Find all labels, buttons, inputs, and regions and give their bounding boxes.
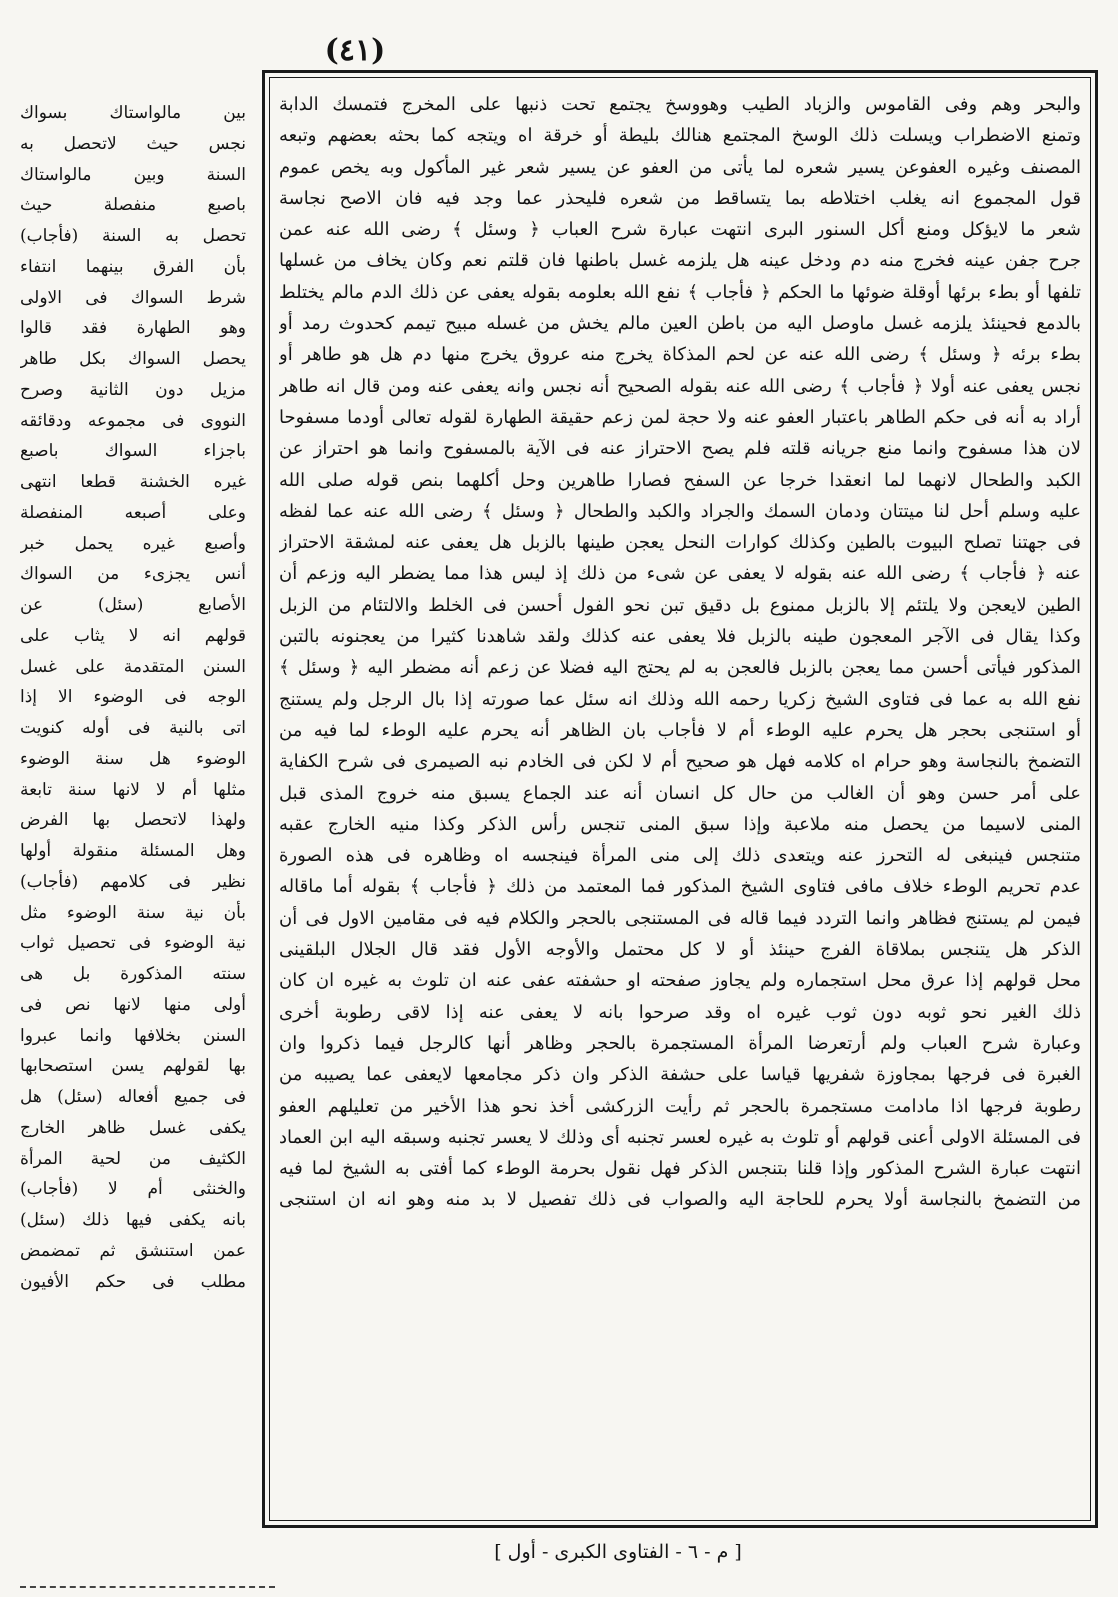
main-text-line: أو استنجى بحجر هل يحرم عليه الوطء أم لا فأجاب بان الظاهر أنه يحرم عليه الوطء لما فيه من (279, 719, 1081, 741)
margin-text-line: نية الوضوء فى تحصيل ثواب (20, 933, 246, 954)
main-text-line: شعر ما لايؤكل ومنع أكل السنور البرى انتهت عبارة شرح العباب ﴿ وسئل ﴾ رضى الله عنه عمن (279, 219, 1081, 241)
main-text-line: والبحر وهم وفى القاموس والزباد الطيب وهووسخ يجتمع تحت ذنبها على المخرج فتمسك الدابة (279, 94, 1081, 115)
main-text-line: بالدمع فحينئذ يلزمه غسل ماوصل اليه من باطن العين مالم يخش من غسله مبيح تيمم كحدوث رمد أو (279, 313, 1081, 335)
margin-text-line: قولهم انه لا يثاب على (20, 625, 246, 646)
margin-text-line: أنس يجزىء من السواك (20, 564, 246, 585)
main-text-line: انتهت عبارة الشرح المذكور وإذا قلنا بتنجس الذكر فهل نقول بحرمة الوطء كما أفتى به الشيخ لما فيه (279, 1158, 1081, 1180)
margin-text-line: نظير فى كلامهم (فأجاب) (20, 871, 246, 892)
margin-text-line: وهو الطهارة فقد قالوا (20, 318, 246, 339)
main-text-frame (262, 70, 1098, 1528)
margin-text-line: فى جميع أفعاله (سئل) هل (20, 1087, 246, 1107)
margin-text-line: السنة وبين مالواستاك (20, 164, 246, 185)
main-text-line: وتمنع الاضطراب ويسلت ذلك الوسخ المجتمع هنالك بليطة أو خرقة اه ويتجه كما بحثه بعضهم وتبعه (279, 125, 1081, 147)
main-text-line: الذكر هل يتنجس بملاقاة الفرج حينئذ أو لا كل محتمل والأوجه الأول فقد قال الجلال البلقينى (279, 939, 1081, 961)
margin-text-line: بين مالواستاك بسواك (20, 103, 246, 123)
main-text-line: المنى لاسيما من يحصل منه ملاعبة وإذا سبق المنى تنجس رأس الذكر وكذا منيه الخارج عقبه (279, 813, 1081, 835)
margin-text-line: سنته المذكورة بل هى (20, 964, 246, 984)
main-text-body (279, 89, 1081, 1517)
main-text-line: فى المسئلة الاولى أعنى قولهم أو تلوث به غيره لعسر تجنبه أى وذلك لا يعسر تجنبه وسبقه اليه ابن العماد (279, 1126, 1081, 1148)
page-number: (٤١) (324, 33, 386, 68)
main-text-line: عنه ﴿ فأجاب ﴾ رضى الله عنه بقوله لا يعفى عن شىء من ذلك إذ ليس هذا مما يضطر اليه وزعم أن (279, 563, 1081, 585)
margin-text-line: ولهذا لاتحصل بها الفرض (20, 810, 246, 831)
main-text-line: تلفها أو بطء برئها أوقلة ضوئها ما الحكم ﴿ فأجاب ﴾ نفع الله بعلومه بقوله يعفى عن ذلك الدم مالم يختلط (279, 281, 1081, 303)
margin-text-line: الوجه فى الوضوء الا إذا (20, 687, 246, 708)
main-text-line: وعبارة شرح العباب ولم أرتعرضا المرأة المستجمرة بالحجر وظاهر أنها كالرجل فيما ذكروا وان (279, 1032, 1081, 1054)
margin-text-line: مثلها أم لا لانها سنة تابعة (20, 779, 246, 800)
main-text-line: الطين لايعجن ولا يلتئم إلا بالزبل ممنوع بل دقيق تبن نحو الفول أحسن فى الخلط والالتئام من الزبل (279, 594, 1081, 616)
main-text-line: قول المجموع انه يغلب اختلاطه بما يتساقط من شعره فليحذر عما وجد فيه فان الاصح نجاسة (279, 187, 1081, 209)
main-text-line: الكبد والطحال لانهما لما انعقدا خرجا عن السفح فصارا طاهرين وحل أكلهما بنص قوله صلى الله (279, 469, 1081, 491)
main-text-line: المصنف وغيره العفوعن يسير شعره لما يأتى من العفو عن يسير شعر غير المأكول وبه يخص عموم (279, 156, 1081, 178)
margin-text-line: السنن المتقدمة على غسل (20, 656, 246, 677)
main-text-line: بطء برئه ﴿ وسئل ﴾ رضى الله عنه عن لحم المذكاة يخرج منه عروق يخرج منها دم هل هو طاهر أو (279, 344, 1081, 366)
main-text-line: نفع الله به عما فى فتاوى الشيخ زكريا رحمه الله وذلك انه سئل عما صورته إذا بال الرجل ولم يستنج (279, 688, 1081, 710)
margin-text-line: تحصل به السنة (فأجاب) (20, 226, 246, 246)
main-text-line: وكذا يقال فى الآجر المعجون طينه بالزبل فلا يعفى عنه كذلك ولقد شاهدنا كثيرا من يعجنونه بالتبن (279, 626, 1081, 648)
margin-text-line: السنن بخلافها وانما عبروا (20, 1025, 246, 1046)
main-text-line: على أمر حسن وهو أن الغالب من حال كل انسان أنه عند الجماع يسبق منه خروج المذى قبل (279, 782, 1081, 804)
margin-text-line: يكفى غسل ظاهر الخارج (20, 1117, 246, 1138)
margin-text-line: النووى فى مجموعه ودقائقه (20, 410, 246, 431)
margin-text-line: بانه يكفى فيها ذلك (سئل) (20, 1210, 246, 1230)
margin-text-line: عمن استنشق ثم تمضمض (20, 1240, 246, 1261)
margin-text-line: بها لقولهم يسن استصحابها (20, 1056, 246, 1077)
main-text-line: من التضمخ بالنجاسة أولا يحرم للحاجة اليه والصواب فى ذلك تفصيل لا بد منه وهو انه ان استنجى (279, 1189, 1081, 1211)
margin-text-line: يحصل السواك بكل طاهر (20, 349, 246, 369)
main-text-line: المذكور فيأتى أحسن مما يعجن بالزبل فالعجن به لم يحتج اليه فضلا عن زعم أنه مضطر اليه ﴿ وسئل ﴾ (279, 657, 1081, 679)
main-text-line: لان هذا مسفوح وانما منع جريانه قلته فلم يصح الاحتراز عنه فى الآية بالمسفوح وانما هو احتراز عن (279, 438, 1081, 460)
margin-text-line: مزيل دون الثانية وصرح (20, 379, 246, 400)
margin-text-line: باجزاء السواك باصبع (20, 441, 246, 462)
margin-text-line: وهل المسئلة منقولة أولها (20, 841, 246, 861)
margin-text-line: الأصابع (سئل) عن (20, 595, 246, 615)
main-text-line: ذلك الغير نحو ثوبه دون ثوب غيره اه وقد صرحوا بانه لا يعفى عنه إذا لاقى رطوبة أخرى (279, 1001, 1081, 1023)
main-text-line: فيمن لم يستنج فظاهر وانما التردد فيما قاله فى المستنجى بالحجر والكلام فيه فى مقامين الاول فى أن (279, 907, 1081, 929)
main-text-line: متنجس فينبغى له التحرز عنه ويتعدى ذلك إلى منى المرأة فينجسه اه وظاهره فى هذه الصورة (279, 845, 1081, 867)
main-text-line: أراد به أنه فى حكم الطاهر باعتبار العفو عنه ولا حجة لمن زعم حقيقة الطهارة لقوله تعالى أودما مسفوحا (279, 406, 1081, 428)
main-text-line: رطوبة فرجها اذا مادامت مستجمرة بالحجر ثم رأيت الزركشى أخذ نحو هذا الأخير من تعليلهم العفو (279, 1095, 1081, 1117)
main-text-line: عليه وسلم أحل لنا ميتتان ودمان السمك والجراد والكبد والطحال ﴿ وسئل ﴾ رضى الله عنه عما لفظه (279, 500, 1081, 522)
margin-commentary (20, 98, 246, 1564)
main-text-line: عدم تحريم الوطء خلاف مافى فتاوى الشيخ المذكور فما المعتمد من ذلك ﴿ فأجاب ﴾ بقوله أما ماقاله (279, 876, 1081, 898)
main-text-line: التضمخ بالنجاسة وهو حرام اه كلامه فهل هو صحيح أم لا لكن فى الخادم نبه الصيمرى فى شرح الكفاية (279, 751, 1081, 773)
margin-text-line: الكثيف من لحية المرأة (20, 1148, 246, 1169)
margin-text-line: الوضوء هل سنة الوضوء (20, 748, 246, 769)
margin-text-line: شرط السواك فى الاولى (20, 287, 246, 308)
margin-text-line: غيره الخشنة قطعا انتهى (20, 472, 246, 492)
margin-text-line: وعلى أصبعه المنفصلة (20, 502, 246, 523)
margin-text-line: باصبع منفصلة حيث (20, 195, 246, 216)
footer-signature: [ م - ٦ - الفتاوى الكبرى - أول ] (494, 1541, 742, 1563)
margin-text-line: وأصبع غيره يحمل خبر (20, 533, 246, 554)
margin-text-line: بأن نية سنة الوضوء مثل (20, 902, 246, 923)
main-text-line: الغبرة فى فرجها بمجاوزة شفريها قياسا على حشفة الذكر وان ذكر مجامعها لايعفى عما يصيبه من (279, 1064, 1081, 1086)
margin-text-line: أولى منها لانها نص فى (20, 994, 246, 1015)
margin-text-line: اتى بالنية فى أوله كنويت (20, 718, 246, 738)
main-text-line: جرح جفن عينه فخرج منه دم ودخل عينه هل يلزمه غسل باطنها فان قلتم نعم وكان يخاف من غسلها (279, 250, 1081, 272)
main-text-line: فى جهتنا تصلح البيوت بالطين وكذلك كوارات النحل يعجن طينها بالزبل هل يعفى عنه لمشقة الاحتراز (279, 532, 1081, 554)
margin-text-line: مطلب فى حكم الأفيون (20, 1271, 246, 1292)
bottom-divider (20, 1586, 275, 1588)
main-text-line: محل قولهم إذا عرق محل استجماره ولم يجاوز صفحته او حشفته عفى عنه ان تلوث به غيره ان كان (279, 970, 1081, 992)
margin-text-line: نجس حيث لاتحصل به (20, 133, 246, 154)
margin-text-line: بأن الفرق بينهما انتفاء (20, 256, 246, 277)
margin-text-line: والخنثى أم لا (فأجاب) (20, 1179, 246, 1200)
main-text-line: نجس يعفى عنه أولا ﴿ فأجاب ﴾ رضى الله عنه بقوله الصحيح أنه نجس وانه يعفى عنه ومن قال انه طاهر (279, 375, 1081, 397)
